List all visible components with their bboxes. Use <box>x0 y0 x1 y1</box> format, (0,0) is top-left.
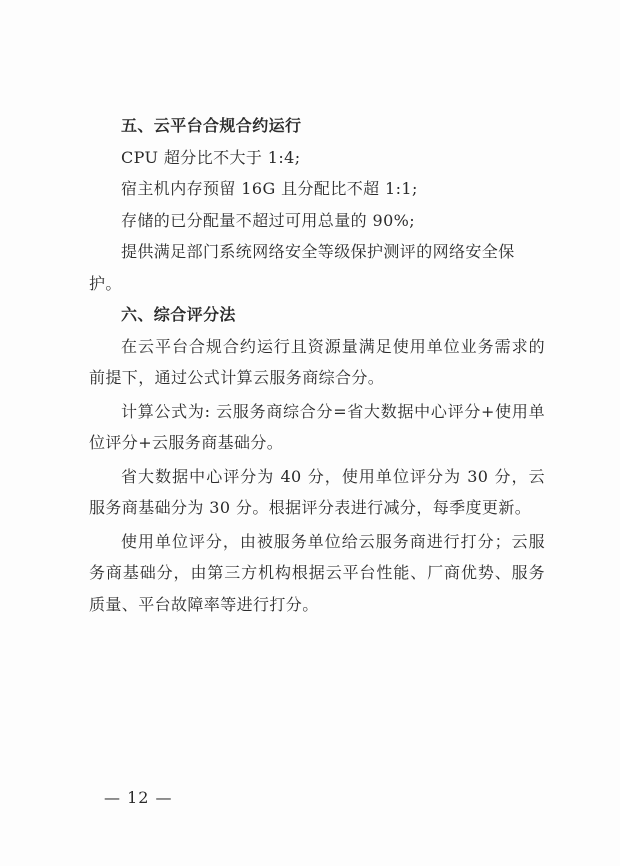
section-5-heading: 五、云平台合规合约运行 <box>121 116 302 135</box>
requirement-security: 提供满足部门系统网络安全等级保护测评的网络安全保护。 <box>89 242 515 293</box>
requirement-cpu: CPU 超分比不大于 1:4; <box>121 147 301 167</box>
requirement-storage: 存储的已分配量不超过可用总量的 90%; <box>121 210 416 230</box>
page-number: — 12 — <box>104 788 173 807</box>
paragraph-scoring-method: 使用单位评分，由被服务单位给云服务商进行打分；云服务商基础分，由第三方机构根据云平台性能、厂商优势、服务质量、平台故障率等进行打分。 <box>89 531 545 614</box>
page-content <box>89 110 545 622</box>
requirement-memory: 宿主机内存预留 16G 且分配比不超 1:1; <box>121 179 418 198</box>
section-6-heading: 六、综合评分法 <box>121 305 236 324</box>
paragraph-formula: 计算公式为: 云服务商综合分=省大数据中心评分+使用单位评分+云服务商基础分。 <box>89 401 545 452</box>
paragraph-intro: 在云平台合规合约运行且资源量满足使用单位业务需求的前提下，通过公式计算云服务商综合分。 <box>89 336 545 387</box>
paragraph-scores: 省大数据中心评分为 40 分，使用单位评分为 30 分，云服务商基础分为 30 分。根据评分表进行减分，每季度更新。 <box>89 466 545 517</box>
